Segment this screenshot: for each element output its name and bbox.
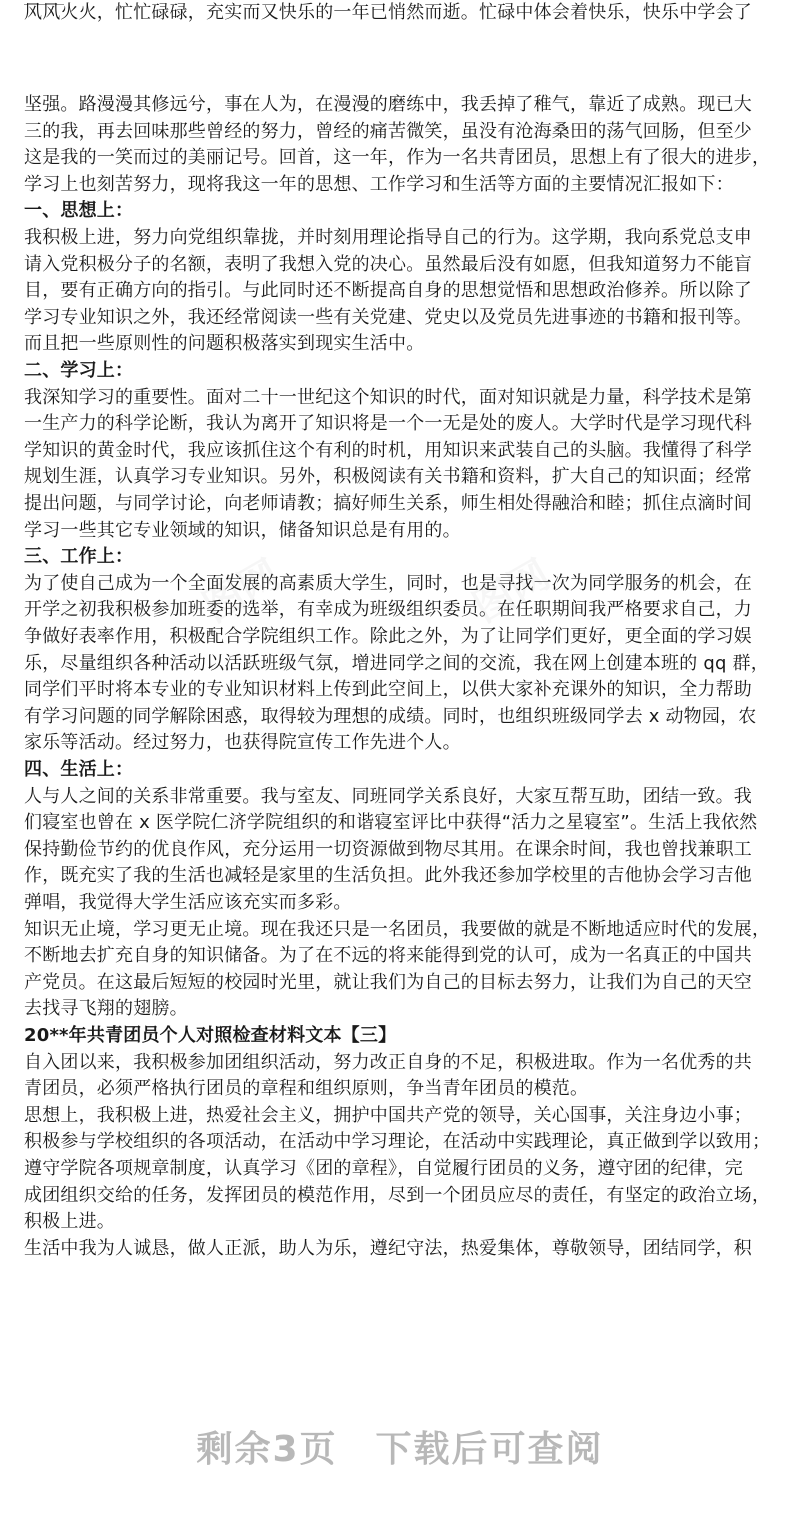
section-heading: 四、生活上： [24, 759, 134, 780]
section-heading: 一、思想上： [24, 200, 134, 222]
text-line: 请入党积极分子的名额，表明了我想入党的决心。虽然最后没有如愿，但我知道努力不能盲 [24, 253, 752, 275]
text-line: 目，要有正确方向的指引。与此同时还不断提高自身的思想觉悟和思想政治修养。所以除了 [24, 280, 752, 302]
watermark: 图网 [195, 551, 288, 632]
section-heading: 二、学习上： [24, 360, 134, 381]
text-line: 三的我，再去回味那些曾经的努力，曾经的痛苦微笑，虽没有沧海桑田的荡气回肠，但至少 [24, 120, 752, 142]
text-line: 遵守学院各项规章制度，认真学习《团的章程》，自觉履行团员的义务，遵守团的纪律，完 [24, 1158, 743, 1179]
text-line: 学习专业知识之外，我还经常阅读一些有关党建、党史以及党员先进事迹的书籍和报刊等。 [24, 306, 752, 328]
text-line: 我积极上进，努力向党组织靠拢，并时刻用理论指导自己的行为。这学期，我向系党总支申 [24, 227, 752, 248]
text-line: 规划生涯，认真学习专业知识。另外，积极阅读有关书籍和资料，扩大自己的知识面；经常 [24, 466, 752, 488]
text-line: 坚强。路漫漫其修远兮，事在人为，在漫漫的磨练中，我丢掉了稚气，靠近了成熟。现已大 [24, 94, 752, 115]
text-line: 思想上，我积极上进，热爱社会主义，拥护中国共产党的领导，关心国事，关注身边小事； [24, 1104, 752, 1126]
text-line: 产党员。在这最后短短的校园时光里，就让我们为自己的目标去努力，让我们为自己的天空 [24, 971, 752, 993]
text-line: 乐，尽量组织各种活动以活跃班级气氛，增进同学之间的交流，我在网上创建本班的 qq 群， [24, 652, 769, 674]
text-line: 生活中我为人诚恳，做人正派，助人为乐，遵纪守法，热爱集体，尊敬领导，团结同学，积 [24, 1237, 752, 1259]
text-line: 青团员，必须严格执行团员的章程和组织原则，争当青年团员的模范。 [24, 1078, 589, 1100]
text-line: 家乐等活动。经过努力，也获得院宣传工作先进个人。 [24, 732, 461, 754]
text-line: 风风火火，忙忙碌碌，充实而又快乐的一年已悄然而逝。忙碌中体会着快乐，快乐中学会了 [24, 2, 752, 23]
text-line: 学习上也刻苦努力，现将我这一年的思想、工作学习和生活等方面的主要情况汇报如下： [24, 173, 734, 195]
text-line: 这是我的一笑而过的美丽记号。回首，这一年，作为一名共青团员，思想上有了很大的进步， [24, 147, 771, 169]
text-line: 争做好表率作用，积极配合学院组织工作。除此之外，为了让同学们更好，更全面的学习娱 [24, 626, 752, 647]
text-line: 一生产力的科学论断，我认为离开了知识将是一个一无是处的废人。大学时代是学习现代科 [24, 413, 752, 435]
watermark: 图网 [465, 551, 558, 632]
text-line: 学知识的黄金时代，我应该抓住这个有利的时机，用知识来武装自己的头脑。我懂得了科学 [24, 439, 752, 461]
section-heading: 三、工作上： [24, 546, 134, 568]
text-line: 积极上进。 [24, 1211, 115, 1233]
text-line: 弹唱，我觉得大学生活应该充实而多彩。 [24, 892, 352, 913]
text-line: 们寝室也曾在 x 医学院仁济学院组织的和谐寝室评比中获得“活力之星寝室”。生活上我依然 [24, 812, 758, 834]
text-line: 知识无止境，学习更无止境。现在我还只是一名团员，我要做的就是不断地适应时代的发展， [24, 918, 771, 940]
text-line: 同学们平时将本专业的专业知识材料上传到此空间上，以供大家补充课外的知识，全力帮助 [24, 679, 752, 701]
text-line: 去找寻飞翔的翅膀。 [24, 998, 188, 1020]
section-heading: 20**年共青团员个人对照检查材料文本【三】 [24, 1025, 397, 1046]
text-line: 为了使自己成为一个全面发展的高素质大学生，同时，也是寻找一次为同学服务的机会，在 [24, 572, 752, 594]
text-line: 有学习问题的同学解除困惑，取得较为理想的成绩。同时，也组织班级同学去 x 动物园，农 [24, 705, 757, 727]
text-line: 积极参与学校组织的各项活动，在活动中学习理论，在活动中实践理论，真正做到学以致用； [24, 1131, 771, 1153]
text-line: 开学之初我积极参加班委的选举，有幸成为班级组织委员。在任职期间我严格要求自己，力 [24, 599, 752, 621]
text-line: 学习一些其它专业领域的知识，储备知识总是有用的。 [24, 519, 461, 541]
text-line: 保持勤俭节约的优良作风，充分运用一切资源做到物尽其用。在课余时间，我也曾找兼职工 [24, 838, 752, 860]
text-line: 人与人之间的关系非常重要。我与室友、同班同学关系良好，大家互帮互助，团结一致。我 [24, 785, 752, 807]
remaining-pages-notice: 剩余3页 下载后可查阅 [196, 1429, 604, 1470]
text-line: 成团组织交给的任务，发挥团员的模范作用，尽到一个团员应尽的责任，有坚定的政治立场， [24, 1184, 771, 1206]
text-line: 而且把一些原则性的问题积极落实到现实生活中。 [24, 333, 425, 355]
text-line: 作，既充实了我的生活也减轻是家里的生活负担。此外我还参加学校里的吉他协会学习吉他 [24, 865, 752, 887]
text-line: 不断地去扩充自身的知识储备。为了在不远的将来能得到党的认可，成为一名真正的中国共 [24, 945, 752, 967]
text-line: 我深知学习的重要性。面对二十一世纪这个知识的时代，面对知识就是力量，科学技术是第 [24, 386, 752, 408]
text-line: 提出问题，与同学讨论，向老师请教；搞好师生关系，师生相处得融洽和睦；抓住点滴时间 [24, 493, 752, 514]
text-line: 自入团以来，我积极参加团组织活动，努力改正自身的不足，积极进取。作为一名优秀的共 [24, 1051, 752, 1073]
